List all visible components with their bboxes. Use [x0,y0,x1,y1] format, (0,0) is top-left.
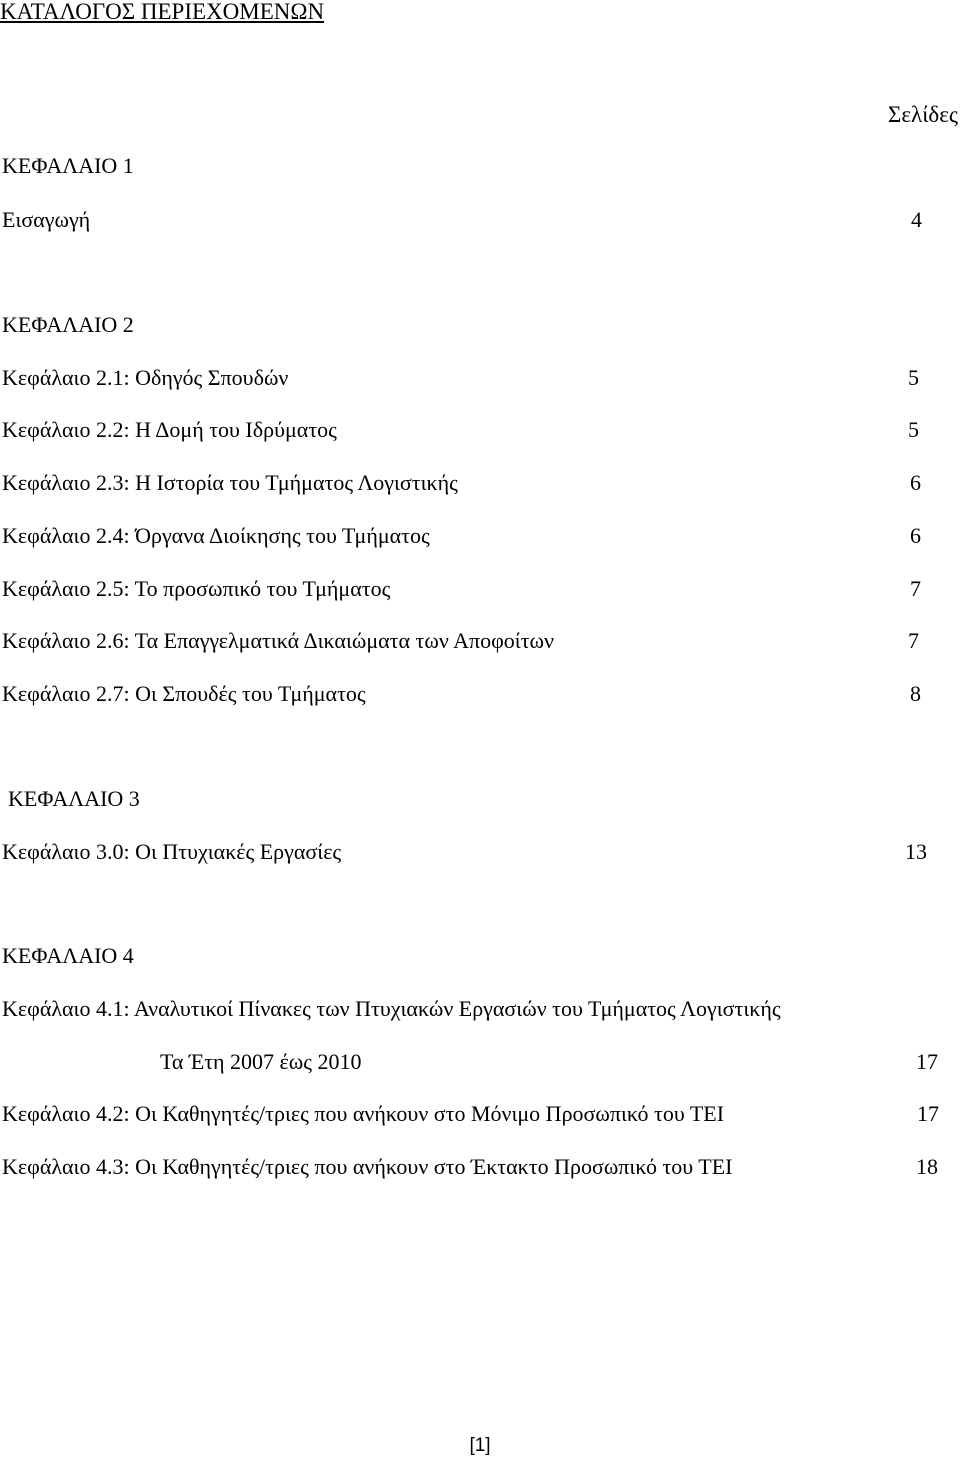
toc-entry-title: Κεφάλαιο 4.2: Οι Καθηγητές/τριες που ανήκουν στο Μόνιμο Προσωπικό του ΤΕΙ [2,1101,725,1126]
chapter-heading-3: ΚΕΦΑΛΑΙΟ 3 [8,786,140,811]
toc-entry-page: 7 [908,628,919,653]
toc-entry-page: 5 [908,365,919,390]
toc-entry-page: 6 [910,470,921,495]
toc-entry-page: 5 [908,417,919,442]
pages-column-header: Σελίδες [888,102,958,127]
toc-entry-title: Κεφάλαιο 2.3: Η Ιστορία του Τμήματος Λογιστικής [2,470,458,495]
toc-entry-title: Κεφάλαιο 2.6: Τα Επαγγελματικά Δικαιώματα των Αποφοίτων [2,628,554,653]
toc-entry-page: 17 [917,1101,939,1126]
toc-entry-title: Κεφάλαιο 4.3: Οι Καθηγητές/τριες που ανήκουν στο Έκτακτο Προσωπικό του ΤΕΙ [2,1154,733,1179]
toc-entry-title: Κεφάλαιο 2.2: Η Δομή του Ιδρύματος [2,417,337,442]
toc-entry-title: Κεφάλαιο 2.5: Το προσωπικό του Τμήματος [2,576,391,601]
toc-entry-title: Κεφάλαιο 4.1: Αναλυτικοί Πίνακες των Πτυχιακών Εργασιών του Τμήματος Λογιστικής [2,996,781,1021]
toc-entry-page: 6 [910,523,921,548]
toc-entry-title: Εισαγωγή [2,207,91,232]
toc-entry-title: Κεφάλαιο 2.1: Οδηγός Σπουδών [2,365,289,390]
chapter-heading-4: ΚΕΦΑΛΑΙΟ 4 [2,943,134,968]
toc-entry-page: 8 [910,681,921,706]
toc-entry-title: Κεφάλαιο 3.0: Οι Πτυχιακές Εργασίες [2,839,342,864]
toc-entry-title: Κεφάλαιο 2.7: Οι Σπουδές του Τμήματος [2,681,366,706]
toc-entry-title: Κεφάλαιο 2.4: Όργανα Διοίκησης του Τμήματος [2,523,430,548]
page-number: [1] [469,1435,491,1456]
page-title: ΚΑΤΑΛΟΓΟΣ ΠΕΡΙΕΧΟΜΕΝΩΝ [0,0,325,24]
toc-entry-page: 17 [916,1049,938,1074]
toc-entry-continuation: Τα Έτη 2007 έως 2010 [160,1049,362,1074]
toc-entry-page: 7 [910,576,921,601]
toc-entry-page: 18 [916,1154,938,1179]
chapter-heading-1: ΚΕΦΑΛΑΙΟ 1 [2,153,134,178]
toc-entry-page: 4 [911,207,922,232]
chapter-heading-2: ΚΕΦΑΛΑΙΟ 2 [2,312,134,337]
toc-entry-page: 13 [905,839,927,864]
